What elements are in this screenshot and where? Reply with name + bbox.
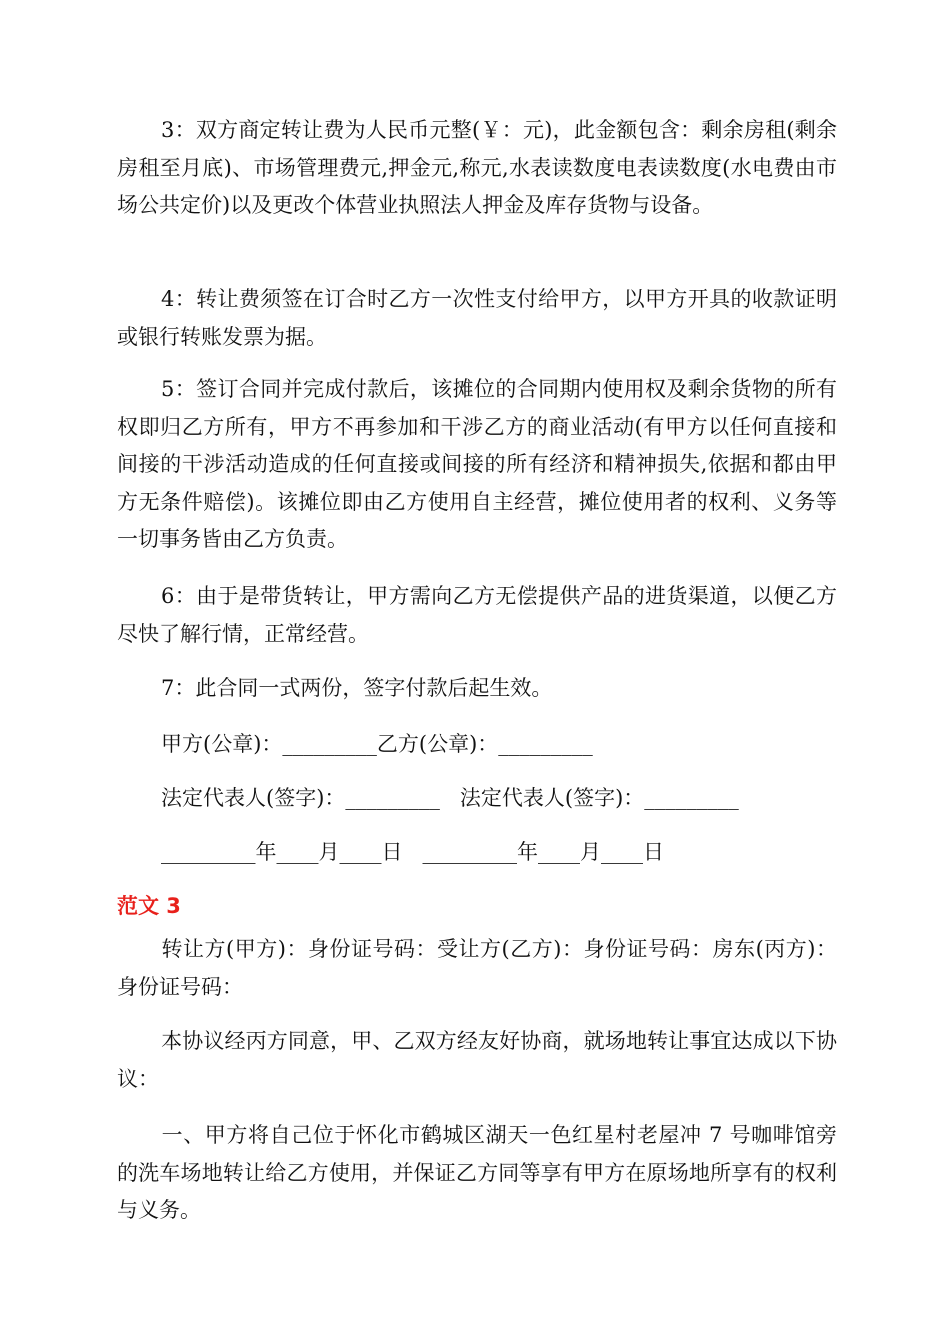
- clause-3-paragraph: [117, 112, 837, 225]
- parties-identity-text: 转让方(甲方)：身份证号码：受让方(乙方)：身份证号码：房东(丙方)：身份证号码：: [117, 937, 837, 999]
- clause-4-paragraph: [117, 281, 837, 356]
- clause-7-paragraph: [117, 670, 837, 708]
- clause-4-text: 4：转让费须签在订合时乙方一次性支付给甲方，以甲方开具的收款证明或银行转账发票为据。: [117, 287, 837, 349]
- agreement-intro-text: 本协议经丙方同意，甲、乙双方经友好协商，就场地转让事宜达成以下协议：: [117, 1029, 837, 1091]
- legal-representative-signature-line: 法定代表人(签字)：_________ 法定代表人(签字)：_________: [161, 786, 739, 810]
- clause-5-text: 5：签订合同并完成付款后，该摊位的合同期内使用权及剩余货物的所有权即归乙方所有，甲方不再参加和干涉乙方的商业活动(有甲方以任何直接和间接的干涉活动造成的任何直接或间接的所有经济和精神损失,依据和都由甲方无条件赔偿)。该摊位即由乙方使用自主经营，摊位使用者的权利、义务等一切事务皆由乙方负责。: [117, 377, 837, 551]
- clause-7-text: 7：此合同一式两份，签字付款后起生效。: [161, 676, 553, 700]
- agreement-intro-paragraph: [117, 1023, 837, 1098]
- signing-date-line: _________年____月____日 _________年____月____日: [161, 840, 665, 864]
- parties-identity-paragraph: [117, 931, 837, 1006]
- section-heading: 范文 3: [117, 894, 181, 918]
- article-1-text: 一、甲方将自己位于怀化市鹤城区湖天一色红星村老屋冲 7 号咖啡馆旁的洗车场地转让给乙方使用，并保证乙方同等享有甲方在原场地所享有的权利与义务。: [117, 1123, 837, 1222]
- article-1-paragraph: [117, 1117, 837, 1230]
- party-seal-line: 甲方(公章)：_________乙方(公章)：_________: [161, 732, 593, 756]
- clause-5-paragraph: [117, 371, 837, 559]
- clause-6-paragraph: [117, 578, 837, 653]
- clause-6-text: 6：由于是带货转让，甲方需向乙方无偿提供产品的进货渠道，以便乙方尽快了解行情，正常经营。: [117, 584, 837, 646]
- clause-3-text: 3：双方商定转让费为人民币元整(￥：元)，此金额包含：剩余房租(剩余房租至月底)、市场管理费元,押金元,称元,水表读数度电表读数度(水电费由市场公共定价)以及更改个体营业执照法人押金及库存货物与设备。: [117, 118, 837, 217]
